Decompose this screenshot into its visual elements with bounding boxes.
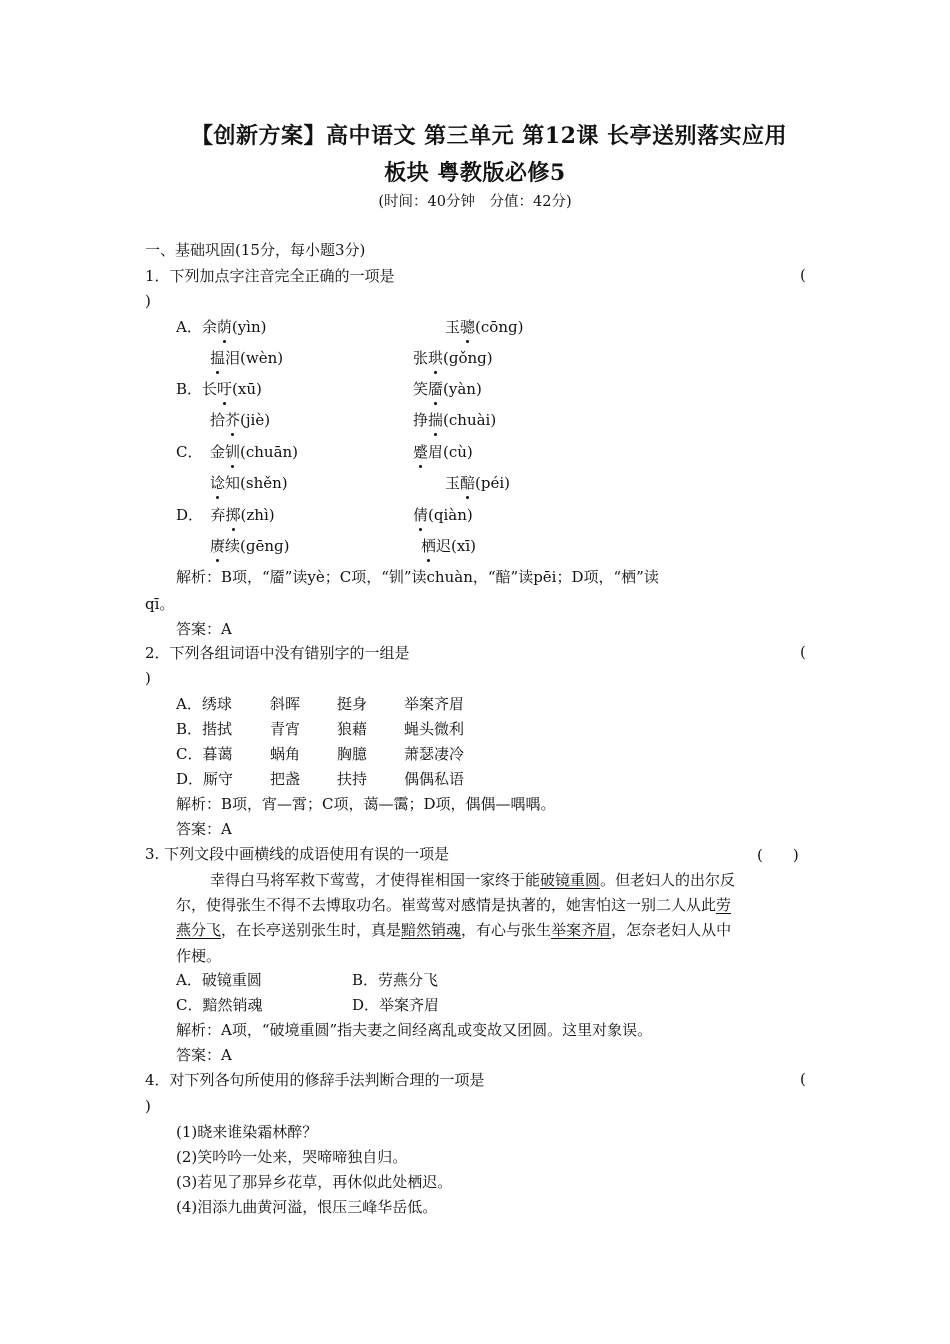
- q3-passage-line2: 尔，使得张生不得不去博取功名。崔莺莺对感情是执著的，她害怕这一别二人从此劳: [176, 896, 732, 914]
- q2-option-a-2: 斜晖: [270, 695, 301, 713]
- q3-option-c: C．黯然销魂: [176, 996, 263, 1014]
- q2-option-a-3: 挺身: [337, 695, 368, 713]
- q3-analysis: 解析：A项，“破境重圆”指夫妻之间经离乱或变故又团圆。这里对象误。: [176, 1021, 653, 1039]
- q4-item-1: (1)晓来谁染霜林醉？: [176, 1123, 318, 1141]
- q1-option-d3: 赓续(ɡēnɡ): [210, 537, 290, 555]
- q1-answer-paren-close: ): [145, 292, 151, 310]
- q1-answer-paren-open: (: [800, 266, 806, 284]
- q1-option-b3: 拾芥(jiè): [210, 411, 271, 429]
- emphasis-dot-char: 谂: [210, 474, 226, 492]
- q2-option-a-1: A．绣球: [176, 695, 232, 713]
- q3-answer: 答案：A: [176, 1046, 232, 1064]
- emphasis-dot-char: 靥: [428, 380, 444, 398]
- q3-option-a: A．破镜重圆: [176, 971, 262, 989]
- q2-option-d-4: 偶偶私语: [404, 770, 465, 788]
- q2-option-b-3: 狼藉: [337, 720, 368, 738]
- q4-item-2: (2)笑吟吟一处来，哭啼啼独自归。: [176, 1148, 408, 1166]
- q2-option-d-2: 把盏: [270, 770, 301, 788]
- q1-option-a4: 张珙(ɡǒnɡ): [413, 349, 493, 367]
- q2-option-c-1: C．暮蔼: [176, 745, 233, 763]
- emphasis-dot-char: 珙: [428, 349, 444, 367]
- q1-answer: 答案：A: [176, 620, 232, 638]
- emphasis-dot-char: 栖: [421, 537, 437, 555]
- q1-option-c1: C． 金钏(chuān): [176, 443, 299, 461]
- q1-stem: 1．下列加点字注音完全正确的一项是: [145, 267, 395, 285]
- q4-answer-paren-close: ): [145, 1097, 151, 1115]
- time-score-info: (时间：40分钟 分值：42分): [378, 194, 572, 210]
- underlined-idiom: 破镜重圆: [540, 871, 601, 889]
- q4-item-4: (4)泪添九曲黄河溢，恨压三峰华岳低。: [176, 1198, 438, 1216]
- q1-option-c4: 玉醅(péi): [445, 474, 511, 492]
- q1-option-a3: 揾泪(wèn): [210, 349, 284, 367]
- q1-analysis: 解析：B项，“靥”读yè；C项，“钏”读chuàn，“醅”读pēi；D项，“栖”读: [176, 568, 659, 586]
- q4-answer-paren-open: (: [800, 1070, 806, 1088]
- q1-option-b2: 笑靥(yàn): [413, 380, 482, 398]
- q4-item-3: (3)若见了那异乡花草，再休似此处栖迟。: [176, 1173, 453, 1191]
- emphasis-dot-char: 赓: [210, 537, 226, 555]
- q2-option-c-4: 萧瑟凄冷: [404, 745, 465, 763]
- q2-option-c-3: 胸臆: [337, 745, 368, 763]
- q2-answer-paren-close: ): [145, 669, 151, 687]
- q3-option-d: D．举案齐眉: [352, 996, 440, 1014]
- q1-option-a1: A．余荫(yìn): [176, 318, 267, 336]
- q3-option-b: B．劳燕分飞: [352, 971, 439, 989]
- emphasis-dot-char: 钏: [224, 443, 240, 461]
- underlined-idiom: 举案齐眉: [551, 921, 612, 939]
- q3-passage-line1: 幸得白马将军救下莺莺，才使得崔相国一家终于能破镜重圆。但老妇人的出尔反: [210, 871, 736, 889]
- section-heading: 一、基础巩固(15分，每小题3分): [145, 241, 366, 259]
- q3-passage-line4: 作梗。: [176, 947, 222, 965]
- emphasis-dot-char: 芥: [225, 411, 241, 429]
- underlined-idiom: 黯然销魂: [401, 921, 462, 939]
- emphasis-dot-char: 骢: [460, 318, 476, 336]
- q2-option-b-2: 青宵: [270, 720, 301, 738]
- q1-option-c2: 蹙眉(cù): [413, 443, 473, 461]
- q2-option-b-4: 蝇头微利: [404, 720, 465, 738]
- emphasis-dot-char: 揣: [428, 411, 444, 429]
- emphasis-dot-char: 揾: [210, 349, 226, 367]
- emphasis-dot-char: 荫: [216, 318, 232, 336]
- q1-option-c3: 谂知(shěn): [210, 474, 288, 492]
- q2-option-d-3: 扶持: [337, 770, 368, 788]
- q2-stem: 2．下列各组词语中没有错别字的一组是: [145, 644, 410, 662]
- document-title: 【创新方案】高中语文 第三单元 第12课 长亭送别落实应用: [190, 123, 788, 149]
- q2-option-d-1: D．厮守: [176, 770, 234, 788]
- q4-stem: 4．对下列各句所使用的修辞手法判断合理的一项是: [145, 1071, 485, 1089]
- q1-option-d1: D． 弃掷(zhì): [176, 506, 275, 524]
- emphasis-dot-char: 掷: [225, 506, 241, 524]
- emphasis-dot-char: 醅: [460, 474, 476, 492]
- q2-answer-paren-open: (: [800, 643, 806, 661]
- q1-option-b4: 挣揣(chuài): [413, 411, 497, 429]
- document-title-line2: 板块 粤教版必修5: [384, 160, 566, 186]
- q3-stem: 3. 下列文段中画横线的成语使用有误的一项是: [145, 845, 450, 863]
- emphasis-dot-char: 蹙: [413, 443, 429, 461]
- q3-passage-line3: 燕分飞，在长亭送别张生时，真是黯然销魂，有心与张生举案齐眉，怎奈老妇人从中: [176, 921, 732, 939]
- q2-option-b-1: B．揩拭: [176, 720, 233, 738]
- q1-option-b1: B．长吁(xū): [176, 380, 262, 398]
- q2-answer: 答案：A: [176, 820, 232, 838]
- emphasis-dot-char: 倩: [413, 506, 429, 524]
- q1-option-d4: 栖迟(xī): [421, 537, 476, 555]
- q3-answer-paren: ( ): [757, 846, 799, 864]
- q2-option-c-2: 蜗角: [270, 745, 301, 763]
- q1-analysis-cont: qī。: [145, 595, 175, 613]
- q1-option-a2: 玉骢(cōnɡ): [445, 318, 524, 336]
- q2-option-a-4: 举案齐眉: [404, 695, 465, 713]
- q2-analysis: 解析：B项，宵—霄；C项，蔼—霭；D项，偶偶—喁喁。: [176, 795, 556, 813]
- underlined-idiom: 劳: [716, 896, 732, 914]
- emphasis-dot-char: 吁: [217, 380, 233, 398]
- underlined-idiom: 燕分飞: [176, 921, 222, 939]
- q1-option-d2: 倩(qiàn): [413, 506, 473, 524]
